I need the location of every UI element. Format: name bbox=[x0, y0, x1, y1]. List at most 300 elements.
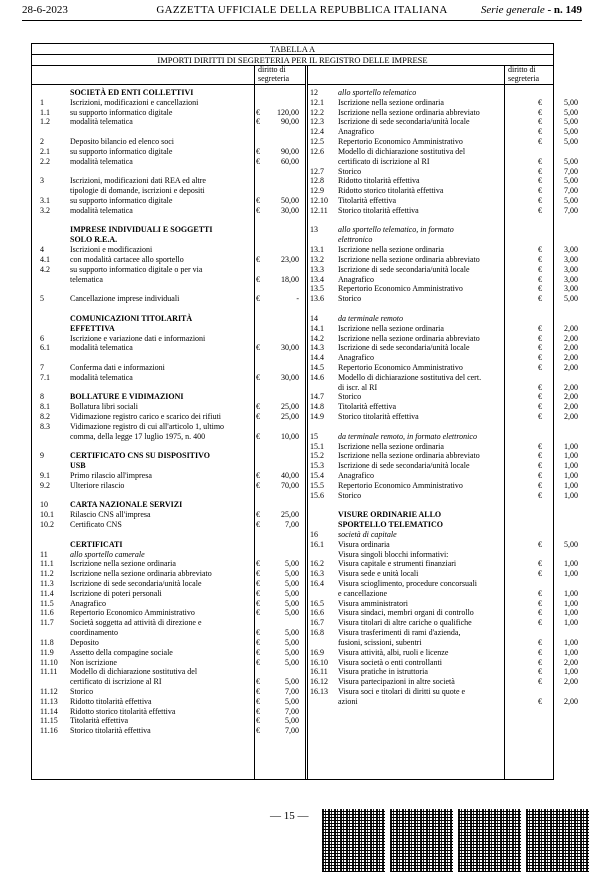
currency-symbol: € bbox=[256, 254, 260, 264]
currency-symbol: € bbox=[256, 480, 260, 490]
fee-value: 5,00 bbox=[564, 127, 578, 137]
column-divider bbox=[254, 65, 255, 779]
item-number: 12.8 bbox=[310, 176, 324, 186]
column-divider-center bbox=[305, 65, 308, 779]
item-description: Iscrizione nella sezione ordinaria bbox=[338, 245, 444, 255]
item-description: Storico bbox=[338, 166, 362, 176]
fee-value: 1,00 bbox=[564, 461, 578, 471]
fee-value: 90,00 bbox=[281, 146, 299, 156]
item-number: 12.4 bbox=[310, 127, 324, 137]
item-description: Iscrizione di poteri personali bbox=[70, 588, 162, 598]
item-description: su supporto informatico digitale bbox=[70, 146, 173, 156]
currency-symbol: € bbox=[538, 205, 542, 215]
item-description: VISURE ORDINARIE ALLO bbox=[338, 510, 442, 520]
item-description: Storico bbox=[338, 490, 362, 500]
currency-symbol: € bbox=[256, 470, 260, 480]
item-description: comma, della legge 17 luglio 1975, n. 400 bbox=[70, 431, 206, 441]
item-number: 3 bbox=[40, 176, 44, 186]
item-number: 15.3 bbox=[310, 461, 324, 471]
currency-symbol: € bbox=[256, 569, 260, 579]
currency-symbol: € bbox=[256, 647, 260, 657]
item-description: Visura ordinaria bbox=[338, 539, 390, 549]
currency-symbol: € bbox=[538, 353, 542, 363]
currency-symbol: € bbox=[256, 520, 260, 530]
fee-value: 25,00 bbox=[281, 402, 299, 412]
item-number: 13.3 bbox=[310, 264, 324, 274]
item-number: 8.3 bbox=[40, 421, 50, 431]
item-description: Ridotto storico titolarità effettiva bbox=[70, 706, 176, 716]
item-description: Storico bbox=[70, 687, 94, 697]
left-desc-header bbox=[32, 65, 254, 85]
currency-symbol: € bbox=[538, 461, 542, 471]
fee-value: 2,00 bbox=[564, 392, 578, 402]
item-description: Anagrafico bbox=[338, 127, 374, 137]
currency-symbol: € bbox=[256, 156, 260, 166]
item-description: modalità telematica bbox=[70, 156, 133, 166]
item-description: azioni bbox=[338, 696, 358, 706]
fee-value: 2,00 bbox=[564, 657, 578, 667]
item-description: Deposito bilancio ed elenco soci bbox=[70, 137, 174, 147]
item-description: USB bbox=[70, 461, 86, 471]
item-number: 12.11 bbox=[310, 205, 328, 215]
item-number: 15.6 bbox=[310, 490, 324, 500]
currency-symbol: € bbox=[538, 343, 542, 353]
currency-symbol: € bbox=[538, 559, 542, 569]
fee-value: 25,00 bbox=[281, 510, 299, 520]
item-number: 10 bbox=[40, 500, 48, 510]
currency-symbol: € bbox=[256, 402, 260, 412]
item-description: Visura sindaci, membri organi di controllo bbox=[338, 608, 474, 618]
currency-symbol: € bbox=[538, 382, 542, 392]
left-fee-header-line1: diritto di bbox=[258, 65, 286, 74]
fee-value: 1,00 bbox=[564, 588, 578, 598]
page-number: — 15 — bbox=[270, 810, 309, 822]
item-number: 12.10 bbox=[310, 196, 328, 206]
table-title: TABELLA A bbox=[269, 44, 316, 54]
item-number: 10.1 bbox=[40, 510, 54, 520]
item-description: Visura titolari di altre cariche o qualifiche bbox=[338, 618, 472, 628]
item-description: modalità telematica bbox=[70, 117, 133, 127]
currency-symbol: € bbox=[538, 156, 542, 166]
fee-value: 5,00 bbox=[564, 539, 578, 549]
item-description: allo sportello camerale bbox=[70, 549, 145, 559]
item-number: 16.2 bbox=[310, 559, 324, 569]
page-header bbox=[22, 2, 582, 18]
item-number: 7.1 bbox=[40, 372, 50, 382]
header-title: GAZZETTA UFFICIALE DELLA REPUBBLICA ITALIANA bbox=[156, 4, 448, 16]
item-description: Titolarità effettiva bbox=[338, 196, 396, 206]
item-number: 11.7 bbox=[40, 618, 54, 628]
fee-value: 5,00 bbox=[564, 107, 578, 117]
item-description: CARTA NAZIONALE SERVIZI bbox=[70, 500, 183, 510]
fee-value: 3,00 bbox=[564, 274, 578, 284]
barcode-image bbox=[322, 809, 385, 872]
fee-value: 5,00 bbox=[285, 647, 299, 657]
item-description: modalità telematica bbox=[70, 205, 133, 215]
currency-symbol: € bbox=[538, 647, 542, 657]
item-number: 13.2 bbox=[310, 254, 324, 264]
currency-symbol: € bbox=[538, 107, 542, 117]
left-fee-header-line2: segreteria bbox=[258, 74, 290, 83]
currency-symbol: € bbox=[538, 245, 542, 255]
currency-symbol: € bbox=[538, 264, 542, 274]
item-number: 16.6 bbox=[310, 608, 324, 618]
fee-value: 2,00 bbox=[564, 343, 578, 353]
item-number: 11.4 bbox=[40, 588, 54, 598]
currency-symbol: € bbox=[256, 343, 260, 353]
fee-value: 5,00 bbox=[564, 97, 578, 107]
item-description: BOLLATURE E VIDIMAZIONI bbox=[70, 392, 184, 402]
item-number: 16.8 bbox=[310, 628, 324, 638]
currency-symbol: € bbox=[538, 333, 542, 343]
currency-symbol: € bbox=[538, 490, 542, 500]
currency-symbol: € bbox=[256, 294, 260, 304]
item-number: 13.6 bbox=[310, 294, 324, 304]
header-rule bbox=[22, 20, 582, 21]
item-number: 12.5 bbox=[310, 137, 324, 147]
fee-value: 3,00 bbox=[564, 284, 578, 294]
item-number: 3.2 bbox=[40, 205, 50, 215]
item-number: 16.9 bbox=[310, 647, 324, 657]
item-description: Iscrizione nella sezione ordinaria abbreviato bbox=[338, 254, 480, 264]
currency-symbol: € bbox=[256, 687, 260, 697]
barcode-image bbox=[526, 809, 589, 872]
item-description: modalità telematica bbox=[70, 343, 133, 353]
item-description: Bollatura libri sociali bbox=[70, 402, 138, 412]
item-number: 16.4 bbox=[310, 579, 324, 588]
item-description: SOLO R.E.A. bbox=[70, 235, 118, 245]
fee-value: 1,00 bbox=[564, 441, 578, 451]
fee-value: 5,00 bbox=[564, 196, 578, 206]
item-description: Modello di dichiarazione sostitutiva del cert. bbox=[338, 372, 482, 382]
currency-symbol: € bbox=[538, 441, 542, 451]
item-description: Vidimazione registro di cui all'articolo 1, ultimo bbox=[70, 421, 225, 431]
currency-symbol: € bbox=[538, 254, 542, 264]
item-number: 12.6 bbox=[310, 146, 324, 156]
currency-symbol: € bbox=[256, 559, 260, 569]
currency-symbol: € bbox=[538, 480, 542, 490]
item-number: 4.1 bbox=[40, 254, 50, 264]
item-number: 9.2 bbox=[40, 480, 50, 490]
fee-value: 2,00 bbox=[564, 333, 578, 343]
item-description: da terminale remoto bbox=[338, 313, 404, 323]
item-description: COMUNICAZIONI TITOLARITÀ bbox=[70, 313, 193, 323]
fee-value: 2,00 bbox=[564, 402, 578, 412]
item-description: Repertorio Economico Amministrativo bbox=[338, 362, 463, 372]
currency-symbol: € bbox=[256, 431, 260, 441]
item-number: 16.1 bbox=[310, 539, 324, 549]
right-desc-header bbox=[308, 65, 504, 85]
item-number: 14.4 bbox=[310, 353, 324, 363]
item-number: 9.1 bbox=[40, 470, 50, 480]
fee-value: 5,00 bbox=[285, 696, 299, 706]
item-description: EFFETTIVA bbox=[70, 323, 115, 333]
fee-value: 18,00 bbox=[281, 274, 299, 284]
fee-value: 1,00 bbox=[564, 480, 578, 490]
currency-symbol: € bbox=[256, 510, 260, 520]
item-number: 11.10 bbox=[40, 657, 58, 667]
currency-symbol: € bbox=[538, 588, 542, 598]
item-description: e cancellazione bbox=[338, 588, 388, 598]
currency-symbol: € bbox=[256, 588, 260, 598]
item-number: 1.1 bbox=[40, 107, 50, 117]
fee-value: 3,00 bbox=[564, 264, 578, 274]
item-number: 2 bbox=[40, 137, 44, 147]
fee-table bbox=[31, 43, 578, 780]
currency-symbol: € bbox=[538, 294, 542, 304]
item-number: 11.15 bbox=[40, 716, 58, 726]
item-number: 12.2 bbox=[310, 107, 324, 117]
item-description: Visura sede e unità locali bbox=[338, 569, 419, 579]
fee-value: 60,00 bbox=[281, 156, 299, 166]
fee-value: 5,00 bbox=[564, 156, 578, 166]
fee-value: 5,00 bbox=[285, 677, 299, 687]
currency-symbol: € bbox=[256, 696, 260, 706]
currency-symbol: € bbox=[538, 196, 542, 206]
item-description: SPORTELLO TELEMATICO bbox=[338, 520, 444, 530]
item-number: 13 bbox=[310, 225, 318, 235]
currency-symbol: € bbox=[256, 637, 260, 647]
fee-value: 1,00 bbox=[564, 667, 578, 677]
item-number: 11 bbox=[40, 549, 48, 559]
currency-symbol: € bbox=[538, 470, 542, 480]
item-number: 14.6 bbox=[310, 372, 324, 382]
currency-symbol: € bbox=[538, 696, 542, 706]
fee-value: 2,00 bbox=[564, 412, 578, 422]
currency-symbol: € bbox=[538, 284, 542, 294]
currency-symbol: € bbox=[538, 97, 542, 107]
item-number: 4 bbox=[40, 245, 44, 255]
item-number: 14.7 bbox=[310, 392, 324, 402]
item-number: 11.13 bbox=[40, 696, 58, 706]
currency-symbol: € bbox=[256, 726, 260, 736]
header-series-name: Serie generale bbox=[480, 4, 545, 16]
item-description: Anagrafico bbox=[338, 353, 374, 363]
fee-value: 5,00 bbox=[285, 569, 299, 579]
item-description: Primo rilascio all'impresa bbox=[70, 470, 152, 480]
currency-symbol: € bbox=[256, 716, 260, 726]
currency-symbol: € bbox=[538, 323, 542, 333]
item-number: 14.9 bbox=[310, 412, 324, 422]
fee-value: 70,00 bbox=[281, 480, 299, 490]
currency-symbol: € bbox=[256, 205, 260, 215]
fee-value: 40,00 bbox=[281, 470, 299, 480]
currency-symbol: € bbox=[538, 412, 542, 422]
item-description: Iscrizioni e modificazioni bbox=[70, 245, 153, 255]
item-number: 11.12 bbox=[40, 687, 58, 697]
fee-value: 120,00 bbox=[277, 107, 299, 117]
currency-symbol: € bbox=[538, 402, 542, 412]
fee-value: 7,00 bbox=[285, 520, 299, 530]
fee-value: 5,00 bbox=[285, 579, 299, 588]
item-description: CERTIFICATI bbox=[70, 539, 123, 549]
item-description: fusioni, scissioni, subentri bbox=[338, 637, 422, 647]
barcode-image bbox=[458, 809, 521, 872]
fee-value: 23,00 bbox=[281, 254, 299, 264]
currency-symbol: € bbox=[538, 637, 542, 647]
item-description: Assetto della compagine sociale bbox=[70, 647, 173, 657]
item-description: da terminale remoto, in formato elettronico bbox=[338, 431, 477, 441]
item-description: Iscrizione nella sezione ordinaria abbreviato bbox=[338, 451, 480, 461]
item-number: 16 bbox=[310, 529, 318, 539]
item-description: Visura partecipazioni in altre società bbox=[338, 677, 455, 687]
item-description: Visura trasferimenti di rami d'azienda, bbox=[338, 628, 461, 638]
item-number: 7 bbox=[40, 362, 44, 372]
item-number: 16.12 bbox=[310, 677, 328, 687]
item-description: Visura amministratori bbox=[338, 598, 408, 608]
header-series bbox=[481, 4, 582, 16]
currency-symbol: € bbox=[256, 274, 260, 284]
item-number: 11.3 bbox=[40, 579, 54, 588]
fee-value: 1,00 bbox=[564, 559, 578, 569]
item-number: 13.1 bbox=[310, 245, 324, 255]
item-number: 15 bbox=[310, 431, 318, 441]
currency-symbol: € bbox=[538, 166, 542, 176]
fee-value: 3,00 bbox=[564, 254, 578, 264]
item-description: SOCIETÀ ED ENTI COLLETTIVI bbox=[70, 88, 194, 97]
currency-symbol: € bbox=[538, 186, 542, 196]
item-number: 2.1 bbox=[40, 146, 50, 156]
item-number: 11.8 bbox=[40, 637, 54, 647]
item-description: Iscrizione di sede secondaria/unità locale bbox=[70, 579, 202, 588]
fee-value: 2,00 bbox=[564, 362, 578, 372]
item-number: 15.1 bbox=[310, 441, 324, 451]
item-number: 11.9 bbox=[40, 647, 54, 657]
item-description: coordinamento bbox=[70, 628, 118, 638]
fee-value: 5,00 bbox=[285, 559, 299, 569]
fee-value: 30,00 bbox=[281, 372, 299, 382]
item-number: 14.2 bbox=[310, 333, 324, 343]
item-description: Visura pratiche in istruttoria bbox=[338, 667, 428, 677]
currency-symbol: € bbox=[256, 117, 260, 127]
item-description: Iscrizione nella sezione ordinaria bbox=[338, 441, 444, 451]
item-description: certificato di iscrizione al RI bbox=[70, 677, 162, 687]
item-description: Iscrizioni, modificazioni dati REA ed altre bbox=[70, 176, 206, 186]
item-description: Repertorio Economico Amministrativo bbox=[70, 608, 195, 618]
item-number: 11.5 bbox=[40, 598, 54, 608]
item-description: Iscrizione nella sezione ordinaria abbreviato bbox=[70, 569, 212, 579]
item-description: Iscrizione nella sezione ordinaria abbreviato bbox=[338, 107, 480, 117]
currency-symbol: € bbox=[256, 146, 260, 156]
left-fee-header bbox=[254, 65, 305, 85]
item-number: 11.16 bbox=[40, 726, 58, 736]
item-description: Storico bbox=[338, 392, 362, 402]
item-number: 8.2 bbox=[40, 412, 50, 422]
fee-value: 5,00 bbox=[564, 294, 578, 304]
item-description: Iscrizione di sede secondaria/unità locale bbox=[338, 461, 470, 471]
item-number: 11.11 bbox=[40, 667, 58, 677]
item-description: Titolarità effettiva bbox=[338, 402, 396, 412]
item-description: CERTIFICATO CNS SU DISPOSITIVO bbox=[70, 451, 210, 461]
fee-value: 7,00 bbox=[285, 706, 299, 716]
item-description: Non iscrizione bbox=[70, 657, 117, 667]
currency-symbol: € bbox=[256, 608, 260, 618]
table-subtitle: IMPORTI DIRITTI DI SEGRETERIA PER IL REGISTRO DELLE IMPRESE bbox=[32, 54, 553, 66]
fee-value: 5,00 bbox=[285, 637, 299, 647]
fee-value: 7,00 bbox=[564, 186, 578, 196]
column-divider bbox=[504, 65, 505, 779]
right-fee-header-line2: segreteria bbox=[508, 74, 540, 83]
currency-symbol: € bbox=[256, 598, 260, 608]
item-number: 13.4 bbox=[310, 274, 324, 284]
item-description: Iscrizione e variazione dati e informazioni bbox=[70, 333, 206, 343]
item-number: 15.2 bbox=[310, 451, 324, 461]
item-description: Rilascio CNS all'impresa bbox=[70, 510, 151, 520]
currency-symbol: € bbox=[256, 107, 260, 117]
item-description: Ulteriore rilascio bbox=[70, 480, 125, 490]
item-description: Società soggetta ad attività di direzione e bbox=[70, 618, 202, 628]
fee-value: 1,00 bbox=[564, 490, 578, 500]
item-description: Iscrizione di sede secondaria/unità locale bbox=[338, 343, 470, 353]
header-issue-number: - n. 149 bbox=[547, 4, 582, 16]
fee-value: 30,00 bbox=[281, 205, 299, 215]
item-description: Visura società o enti controllanti bbox=[338, 657, 442, 667]
currency-symbol: € bbox=[538, 362, 542, 372]
item-number: 14.5 bbox=[310, 362, 324, 372]
currency-symbol: € bbox=[538, 274, 542, 284]
header-date: 28-6-2023 bbox=[22, 4, 68, 16]
fee-value: 5,00 bbox=[285, 598, 299, 608]
item-description: Repertorio Economico Amministrativo bbox=[338, 480, 463, 490]
item-description: tipologie di domande, iscrizioni e depositi bbox=[70, 186, 205, 196]
item-number: 15.4 bbox=[310, 470, 324, 480]
item-description: Titolarità effettiva bbox=[70, 716, 128, 726]
item-number: 16.13 bbox=[310, 687, 328, 697]
item-description: di iscr. al RI bbox=[338, 382, 378, 392]
currency-symbol: € bbox=[256, 628, 260, 638]
item-description: Storico titolarità effettiva bbox=[70, 726, 151, 736]
item-description: telematica bbox=[70, 274, 103, 284]
fee-value: - bbox=[296, 294, 299, 304]
item-description: Anagrafico bbox=[338, 470, 374, 480]
item-description: Visura scioglimento, procedure concorsuali bbox=[338, 579, 478, 588]
item-description: Iscrizione nella sezione ordinaria bbox=[70, 559, 176, 569]
item-description: su supporto informatico digitale bbox=[70, 196, 173, 206]
item-number: 2.2 bbox=[40, 156, 50, 166]
item-description: Ridotto titolarità effettiva bbox=[70, 696, 152, 706]
item-number: 14.1 bbox=[310, 323, 324, 333]
item-number: 15.5 bbox=[310, 480, 324, 490]
fee-value: 7,00 bbox=[285, 687, 299, 697]
item-description: su supporto informatico digitale o per via bbox=[70, 264, 203, 274]
currency-symbol: € bbox=[538, 539, 542, 549]
fee-value: 5,00 bbox=[564, 137, 578, 147]
currency-symbol: € bbox=[538, 618, 542, 628]
item-number: 14.3 bbox=[310, 343, 324, 353]
fee-value: 90,00 bbox=[281, 117, 299, 127]
fee-value: 2,00 bbox=[564, 353, 578, 363]
item-number: 1 bbox=[40, 97, 44, 107]
item-description: Visura soci e titolari di diritti su quote e bbox=[338, 687, 466, 697]
currency-symbol: € bbox=[256, 579, 260, 588]
fee-value: 5,00 bbox=[285, 657, 299, 667]
currency-symbol: € bbox=[538, 176, 542, 186]
fee-value: 1,00 bbox=[564, 451, 578, 461]
fee-value: 2,00 bbox=[564, 323, 578, 333]
fee-value: 5,00 bbox=[285, 716, 299, 726]
fee-value: 1,00 bbox=[564, 647, 578, 657]
fee-value: 5,00 bbox=[564, 117, 578, 127]
item-description: Iscrizioni, modificazioni e cancellazioni bbox=[70, 97, 199, 107]
item-description: IMPRESE INDIVIDUALI E SOGGETTI bbox=[70, 225, 213, 235]
item-number: 14 bbox=[310, 313, 318, 323]
item-number: 6 bbox=[40, 333, 44, 343]
item-description: Iscrizione nella sezione ordinaria bbox=[338, 323, 444, 333]
fee-value: 3,00 bbox=[564, 245, 578, 255]
item-description: società di capitale bbox=[338, 529, 397, 539]
item-number: 10.2 bbox=[40, 520, 54, 530]
item-description: Ridotto storico titolarità effettiva bbox=[338, 186, 444, 196]
